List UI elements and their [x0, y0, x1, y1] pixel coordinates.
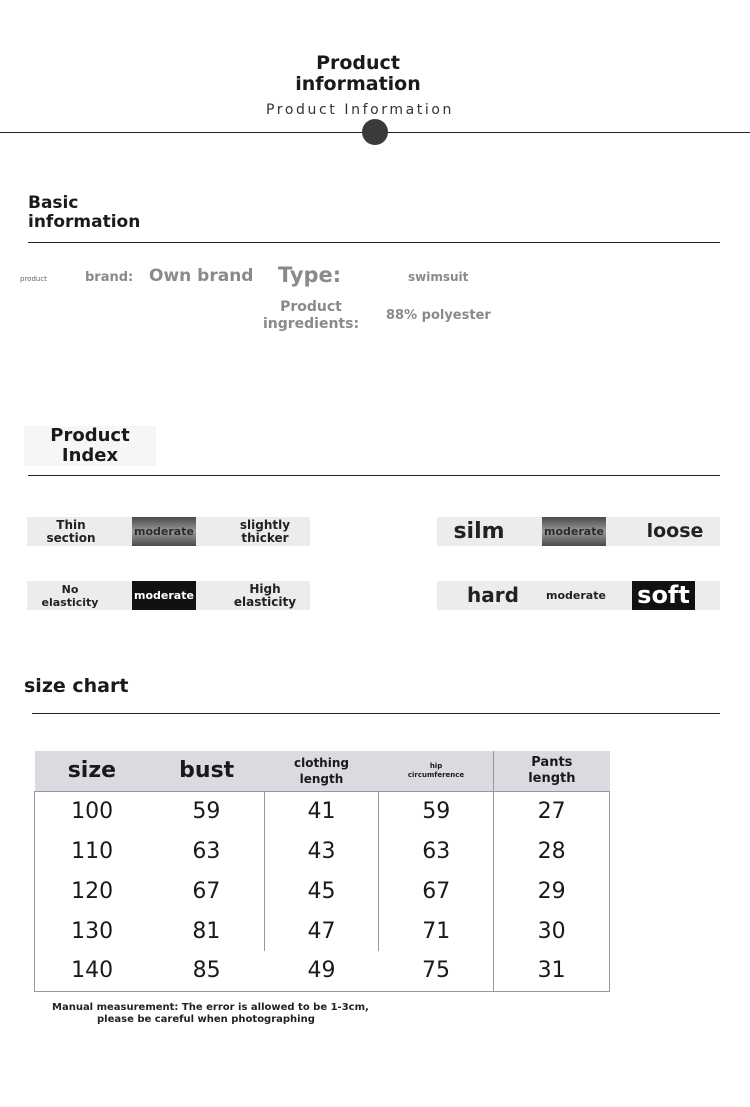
cell-bust: 63 [192, 838, 221, 864]
product-index-divider [28, 475, 720, 476]
cell-pants-length: 31 [494, 951, 610, 991]
page-title-line1: Product [316, 52, 400, 74]
table-row [35, 831, 610, 871]
page-title-line2: information [295, 73, 421, 95]
basic-info-divider [28, 242, 720, 243]
cell-pants-length: 30 [494, 911, 610, 951]
elasticity-selected-chip: moderate [132, 581, 196, 610]
product-index-title-line2: Index [61, 445, 119, 466]
cell-clothing-length: 47 [264, 911, 379, 951]
cell-hip: 71 [379, 911, 494, 951]
cell-clothing-length: 49 [307, 958, 336, 984]
thickness-left-label [27, 517, 115, 546]
cell-bust: 67 [192, 878, 221, 904]
thickness-right-label [217, 517, 313, 546]
brand-value: Own brand [149, 266, 254, 286]
elasticity-left-line2: elasticity [41, 595, 99, 609]
basic-info-title [28, 194, 140, 232]
ingredients-label-line2: ingredients: [262, 316, 360, 332]
measurement-note-line2: please be careful when photographing [97, 1014, 315, 1025]
index-row-fit [437, 517, 720, 546]
ingredients-label-line1: Product [280, 299, 342, 315]
type-value: swimsuit [408, 270, 469, 284]
index-row-thickness [27, 517, 310, 546]
header-bust: bust [179, 758, 235, 784]
header-dot-icon [362, 119, 388, 145]
elasticity-right-line2: elasticity [233, 594, 297, 609]
table-row [35, 791, 610, 831]
type-label: Type: [278, 263, 342, 287]
header-clothing-length [264, 751, 379, 791]
measurement-note-line1: Manual measurement: The error is allowed to be 1-3cm, [52, 1002, 369, 1013]
header-size: size [67, 758, 117, 784]
cell-bust: 59 [192, 798, 221, 824]
cell-hip: 67 [379, 871, 494, 911]
elasticity-right-label [217, 581, 313, 610]
cell-hip: 63 [379, 831, 494, 871]
header-hip-line1: hip [429, 761, 443, 770]
cell-size: 130 [71, 918, 114, 944]
size-chart-title: size chart [24, 675, 129, 697]
index-row-softness [437, 581, 720, 610]
thickness-right-line1: slightly [239, 517, 291, 532]
thickness-selected-chip: moderate [132, 517, 196, 546]
cell-size: 110 [71, 838, 114, 864]
table-row [35, 911, 610, 951]
cell-size: 140 [71, 958, 114, 984]
thickness-left-line2: section [46, 530, 96, 545]
header-clothing-line1: clothing [293, 755, 349, 770]
elasticity-left-line1: No [61, 582, 79, 596]
softness-middle-label: moderate [546, 589, 606, 602]
basic-info-title-line1: Basic [28, 193, 79, 213]
page-subtitle: Product Information [265, 102, 455, 118]
ingredients-label [256, 299, 366, 333]
cell-bust: 81 [192, 918, 221, 944]
cell-bust: 85 [192, 958, 221, 984]
cell-size: 120 [71, 878, 114, 904]
header-pants-line2: length [528, 770, 576, 786]
header-clothing-line2: length [299, 771, 344, 786]
index-row-elasticity [27, 581, 310, 610]
cell-clothing-length: 41 [264, 791, 379, 831]
brand-label: brand: [85, 270, 134, 285]
elasticity-right-line1: High [249, 581, 281, 596]
fit-left-label: silm [453, 519, 505, 544]
softness-left-label: hard [467, 583, 519, 607]
product-label: product [20, 275, 47, 283]
measurement-note [52, 1002, 369, 1026]
size-chart-header-row [35, 751, 610, 791]
header-pants-line1: Pants [531, 754, 573, 770]
header-hip [379, 751, 494, 791]
cell-clothing-length: 43 [264, 831, 379, 871]
cell-clothing-length: 45 [264, 871, 379, 911]
fit-selected-chip: moderate [542, 517, 606, 546]
cell-size: 100 [71, 798, 114, 824]
cell-pants-length: 29 [494, 871, 610, 911]
cell-hip: 59 [379, 791, 494, 831]
size-chart-divider [32, 713, 720, 714]
basic-info-title-line2: information [28, 212, 141, 232]
product-index-title-line1: Product [50, 425, 130, 446]
softness-selected-chip: soft [632, 581, 695, 610]
table-row [35, 951, 610, 991]
elasticity-left-label [27, 581, 113, 610]
fit-right-label: loose [646, 520, 704, 542]
product-index-title [24, 426, 156, 466]
cell-pants-length: 27 [494, 791, 610, 831]
cell-pants-length: 28 [494, 831, 610, 871]
page-title [270, 53, 446, 95]
cell-hip: 75 [422, 958, 451, 984]
table-row [35, 871, 610, 911]
header-hip-line2: circumference [407, 770, 465, 779]
size-chart-table [34, 751, 610, 992]
thickness-right-line2: thicker [241, 530, 289, 545]
thickness-left-line1: Thin [56, 517, 86, 532]
ingredients-value: 88% polyester [386, 308, 491, 323]
header-pants-length [494, 751, 610, 791]
